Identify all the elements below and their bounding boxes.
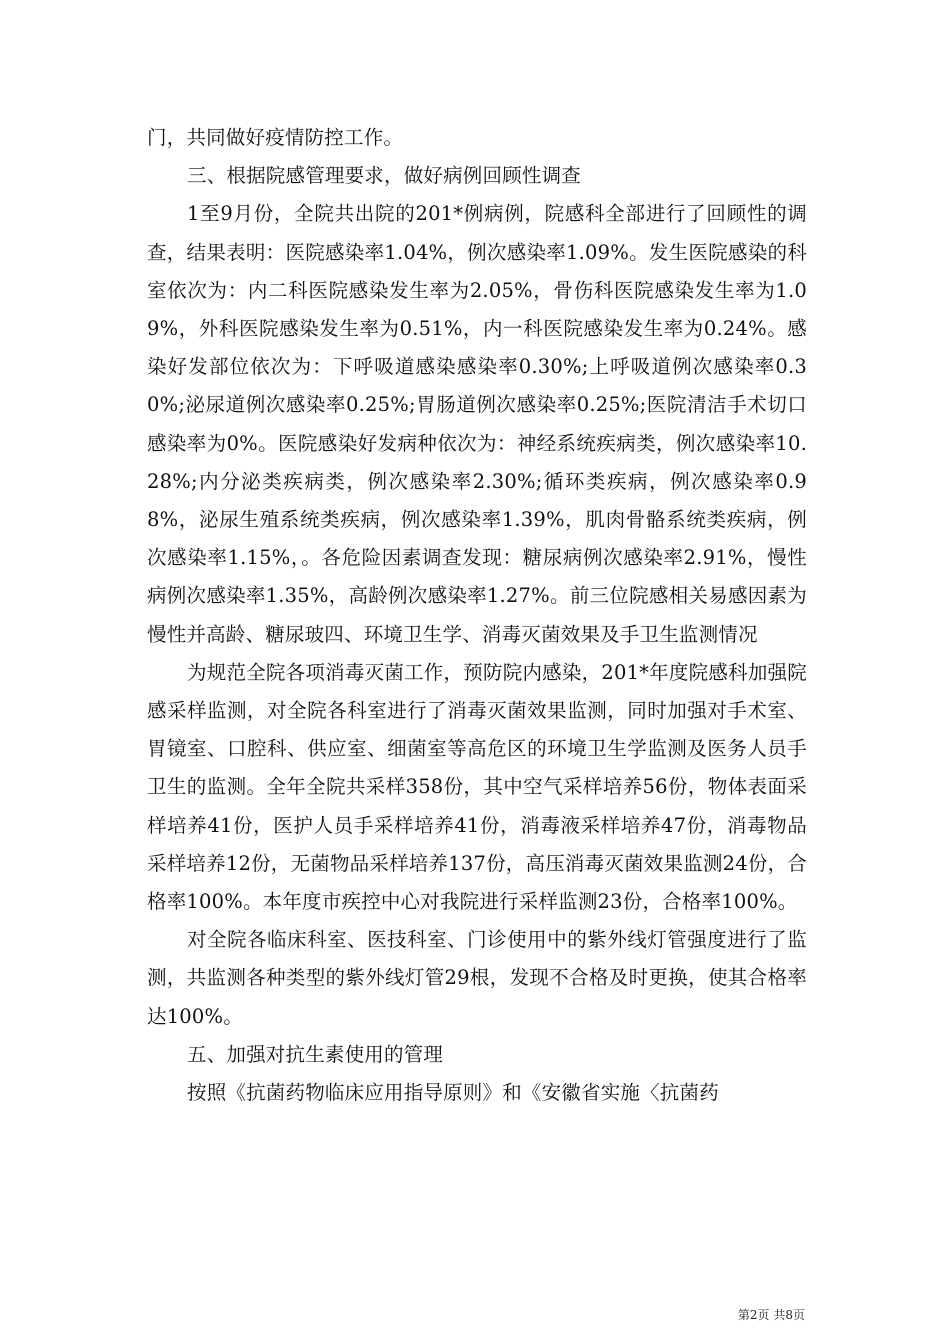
paragraph-antibiotic-guidelines: 按照《抗菌药物临床应用指导原则》和《安徽省实施〈抗菌药 [187,1081,719,1105]
section-heading-3: 三、根据院感管理要求，做好病例回顾性调查 [187,164,582,188]
body-text [147,119,807,1112]
paragraph-continuation: 门，共同做好疫情防控工作。 [147,126,404,149]
paragraph-disinfection-monitoring: 为规范全院各项消毒灭菌工作，预防院内感染，201*年度院感科加强院感采样监测，对全院各科室进行了消毒灭菌效果监测，同时加强对手术室、胃镜室、口腔科、供应室、细菌室等高危区的环境卫生学监测及医务人员手卫生的监测。全年全院共采样358份，其中空气采样培养56份，物体表面采样培养41份，医护人员手采样培养41份，消毒液采样培养47份，消毒物品采样培养12份，无菌物品采样培养137份，高压消毒灭菌效果监测24份，合格率100%。本年度市疾控中心对我院进行采样监测23份，合格率100%。 [147,660,807,914]
page-number-footer: 第2页 共8页 [737,1308,805,1322]
paragraph-infection-survey: 1至9月份，全院共出院的201*例病例，院感科全部进行了回顾性的调查，结果表明：医院感染率1.04%，例次感染率1.09%。发生医院感染的科室依次为：内二科医院感染发生率为2.05%，骨伤科医院感染发生率为1.09%，外科医院感染发生率为0.51%，内一科医院感染发生率为0.24%。感染好发部位依次为：下呼吸道感染感染率0.30%;上呼吸道例次感染率0.30%;泌尿道例次感染率0.25%;胃肠道例次感染率0.25%;医院清洁手术切口感染率为0%。医院感染好发病种依次为：神经系统疾病类，例次感染率10.28%;内分泌类疾病类，例次感染率2.30%;循环类疾病，例次感染率0.98%，泌尿生殖系统类疾病，例次感染率1.39%，肌肉骨骼系统类疾病，例次感染率1.15%，。各危险因素调查发现：糖尿病例次感染率2.91%，慢性病例次感染率1.35%，高龄例次感染率1.27%。前三位院感相关易感因素为慢性并高龄、糖尿玻四、环境卫生学、消毒灭菌效果及手卫生监测情况 [147,202,807,646]
paragraph-uv-lamp-monitoring: 对全院各临床科室、医技科室、门诊使用中的紫外线灯管强度进行了监测，共监测各种类型的紫外线灯管29根，发现不合格及时更换，使其合格率达100%。 [147,928,807,1028]
section-heading-5: 五、加强对抗生素使用的管理 [187,1042,444,1066]
